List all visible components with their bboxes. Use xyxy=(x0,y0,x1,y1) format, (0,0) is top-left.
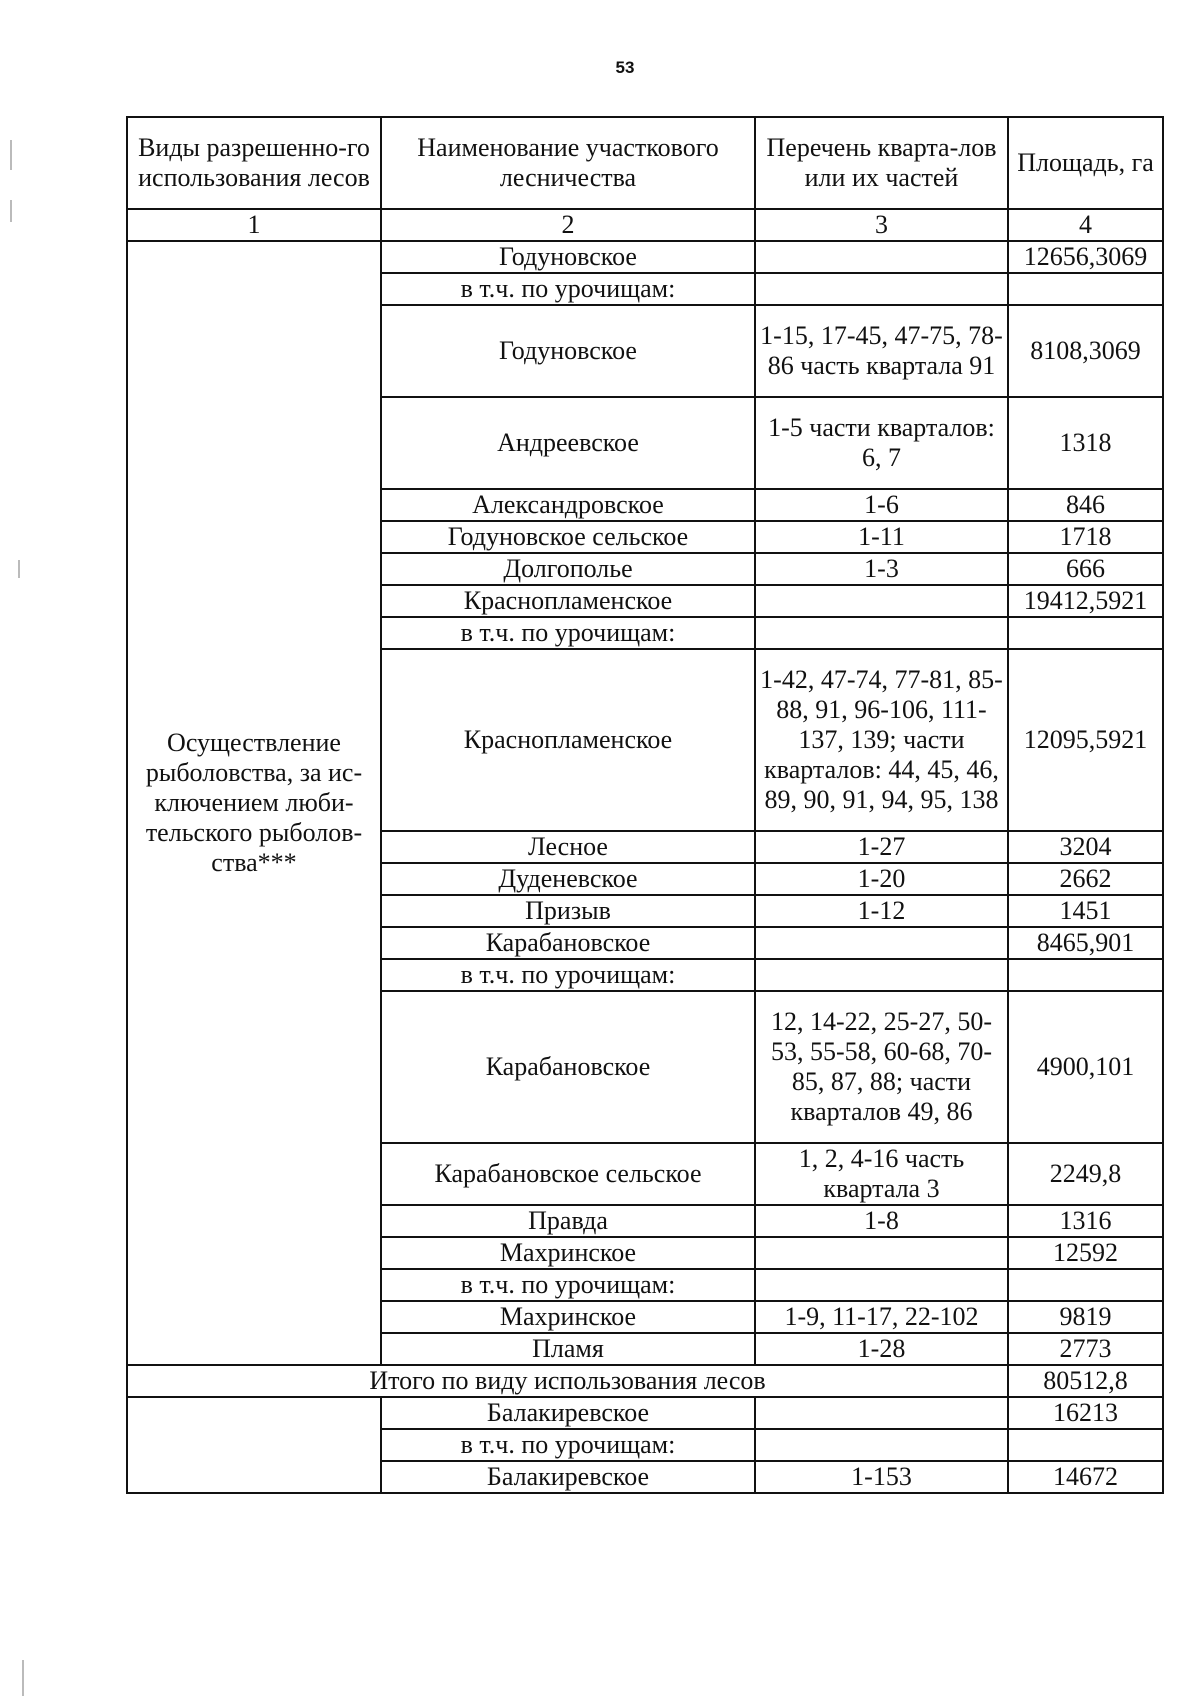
forestry-name: Карабановское сельское xyxy=(381,1143,755,1205)
scan-margin-mark xyxy=(18,560,20,578)
column-number: 3 xyxy=(755,209,1008,241)
scan-margin-mark xyxy=(10,200,12,222)
column-number: 4 xyxy=(1008,209,1163,241)
forestry-name: Краснопламенское xyxy=(381,649,755,831)
table-row xyxy=(127,241,1163,273)
area-value: 8465,901 xyxy=(1008,927,1163,959)
use-type-cell-empty xyxy=(127,1397,381,1493)
total-row xyxy=(127,1365,1163,1397)
use-type-cell: Осуществление рыболовства, за ис-ключением люби-тельского рыболов-ства*** xyxy=(127,241,381,1365)
quarters-list xyxy=(755,273,1008,305)
area-value: 3204 xyxy=(1008,831,1163,863)
quarters-list: 1-27 xyxy=(755,831,1008,863)
area-value: 2773 xyxy=(1008,1333,1163,1365)
forestry-name: Долгополье xyxy=(381,553,755,585)
area-value: 1451 xyxy=(1008,895,1163,927)
header-quarters: Перечень кварта-лов или их частей xyxy=(755,117,1008,209)
area-value: 846 xyxy=(1008,489,1163,521)
forestry-name: в т.ч. по урочищам: xyxy=(381,1429,755,1461)
scan-margin-mark xyxy=(10,140,12,170)
forestry-name: Годуновское xyxy=(381,241,755,273)
forestry-name: Дуденевское xyxy=(381,863,755,895)
scan-margin-mark xyxy=(22,1660,24,1696)
quarters-list: 1-6 xyxy=(755,489,1008,521)
area-value: 19412,5921 xyxy=(1008,585,1163,617)
header-row xyxy=(127,117,1163,209)
forestry-name: в т.ч. по урочищам: xyxy=(381,617,755,649)
forest-use-table xyxy=(126,116,1164,1494)
quarters-list xyxy=(755,1429,1008,1461)
area-value: 12656,3069 xyxy=(1008,241,1163,273)
area-value: 1318 xyxy=(1008,397,1163,489)
area-value: 1718 xyxy=(1008,521,1163,553)
quarters-list: 1-3 xyxy=(755,553,1008,585)
forestry-name: Призыв xyxy=(381,895,755,927)
area-value xyxy=(1008,273,1163,305)
forestry-name: Махринское xyxy=(381,1301,755,1333)
header-area: Площадь, га xyxy=(1008,117,1163,209)
forestry-name: Балакиревское xyxy=(381,1461,755,1493)
quarters-list: 1-15, 17-45, 47-75, 78-86 часть квартала 91 xyxy=(755,305,1008,397)
area-value xyxy=(1008,959,1163,991)
total-area: 80512,8 xyxy=(1008,1365,1163,1397)
quarters-list: 1, 2, 4-16 часть квартала 3 xyxy=(755,1143,1008,1205)
quarters-list xyxy=(755,1237,1008,1269)
forestry-name: Годуновское xyxy=(381,305,755,397)
quarters-list xyxy=(755,927,1008,959)
header-forestry: Наименование участкового лесничества xyxy=(381,117,755,209)
column-number: 2 xyxy=(381,209,755,241)
area-value: 2662 xyxy=(1008,863,1163,895)
page-number: 53 xyxy=(615,58,635,77)
quarters-list xyxy=(755,1397,1008,1429)
area-value: 8108,3069 xyxy=(1008,305,1163,397)
area-value: 14672 xyxy=(1008,1461,1163,1493)
forestry-name: в т.ч. по урочищам: xyxy=(381,1269,755,1301)
quarters-list: 1-5 части кварталов: 6, 7 xyxy=(755,397,1008,489)
area-value: 12592 xyxy=(1008,1237,1163,1269)
column-number-row xyxy=(127,209,1163,241)
table-row xyxy=(127,1397,1163,1429)
total-label: Итого по виду использования лесов xyxy=(127,1365,1008,1397)
area-value: 666 xyxy=(1008,553,1163,585)
area-value: 16213 xyxy=(1008,1397,1163,1429)
area-value: 9819 xyxy=(1008,1301,1163,1333)
area-value xyxy=(1008,617,1163,649)
quarters-list xyxy=(755,1269,1008,1301)
forestry-name: Балакиревское xyxy=(381,1397,755,1429)
forestry-name: в т.ч. по урочищам: xyxy=(381,959,755,991)
quarters-list: 1-11 xyxy=(755,521,1008,553)
forestry-name: Карабановское xyxy=(381,927,755,959)
forestry-name: в т.ч. по урочищам: xyxy=(381,273,755,305)
quarters-list xyxy=(755,241,1008,273)
quarters-list: 1-28 xyxy=(755,1333,1008,1365)
column-number: 1 xyxy=(127,209,381,241)
header-type: Виды разрешенно-го использования лесов xyxy=(127,117,381,209)
area-value xyxy=(1008,1429,1163,1461)
quarters-list: 1-20 xyxy=(755,863,1008,895)
quarters-list: 1-9, 11-17, 22-102 xyxy=(755,1301,1008,1333)
quarters-list xyxy=(755,959,1008,991)
quarters-list: 1-42, 47-74, 77-81, 85-88, 91, 96-106, 111-137, 139; части кварталов: 44, 45, 46, 89, 90, 91, 94, 95, 138 xyxy=(755,649,1008,831)
quarters-list: 1-8 xyxy=(755,1205,1008,1237)
area-value xyxy=(1008,1269,1163,1301)
area-value: 2249,8 xyxy=(1008,1143,1163,1205)
forestry-name: Краснопламенское xyxy=(381,585,755,617)
quarters-list: 12, 14-22, 25-27, 50-53, 55-58, 60-68, 70-85, 87, 88; части кварталов 49, 86 xyxy=(755,991,1008,1143)
forestry-name: Правда xyxy=(381,1205,755,1237)
area-value: 12095,5921 xyxy=(1008,649,1163,831)
area-value: 4900,101 xyxy=(1008,991,1163,1143)
area-value: 1316 xyxy=(1008,1205,1163,1237)
quarters-list xyxy=(755,617,1008,649)
forestry-name: Годуновское сельское xyxy=(381,521,755,553)
forestry-name: Карабановское xyxy=(381,991,755,1143)
forestry-name: Андреевское xyxy=(381,397,755,489)
quarters-list: 1-12 xyxy=(755,895,1008,927)
forestry-name: Александровское xyxy=(381,489,755,521)
forestry-name: Пламя xyxy=(381,1333,755,1365)
forestry-name: Махринское xyxy=(381,1237,755,1269)
forestry-name: Лесное xyxy=(381,831,755,863)
quarters-list: 1-153 xyxy=(755,1461,1008,1493)
quarters-list xyxy=(755,585,1008,617)
